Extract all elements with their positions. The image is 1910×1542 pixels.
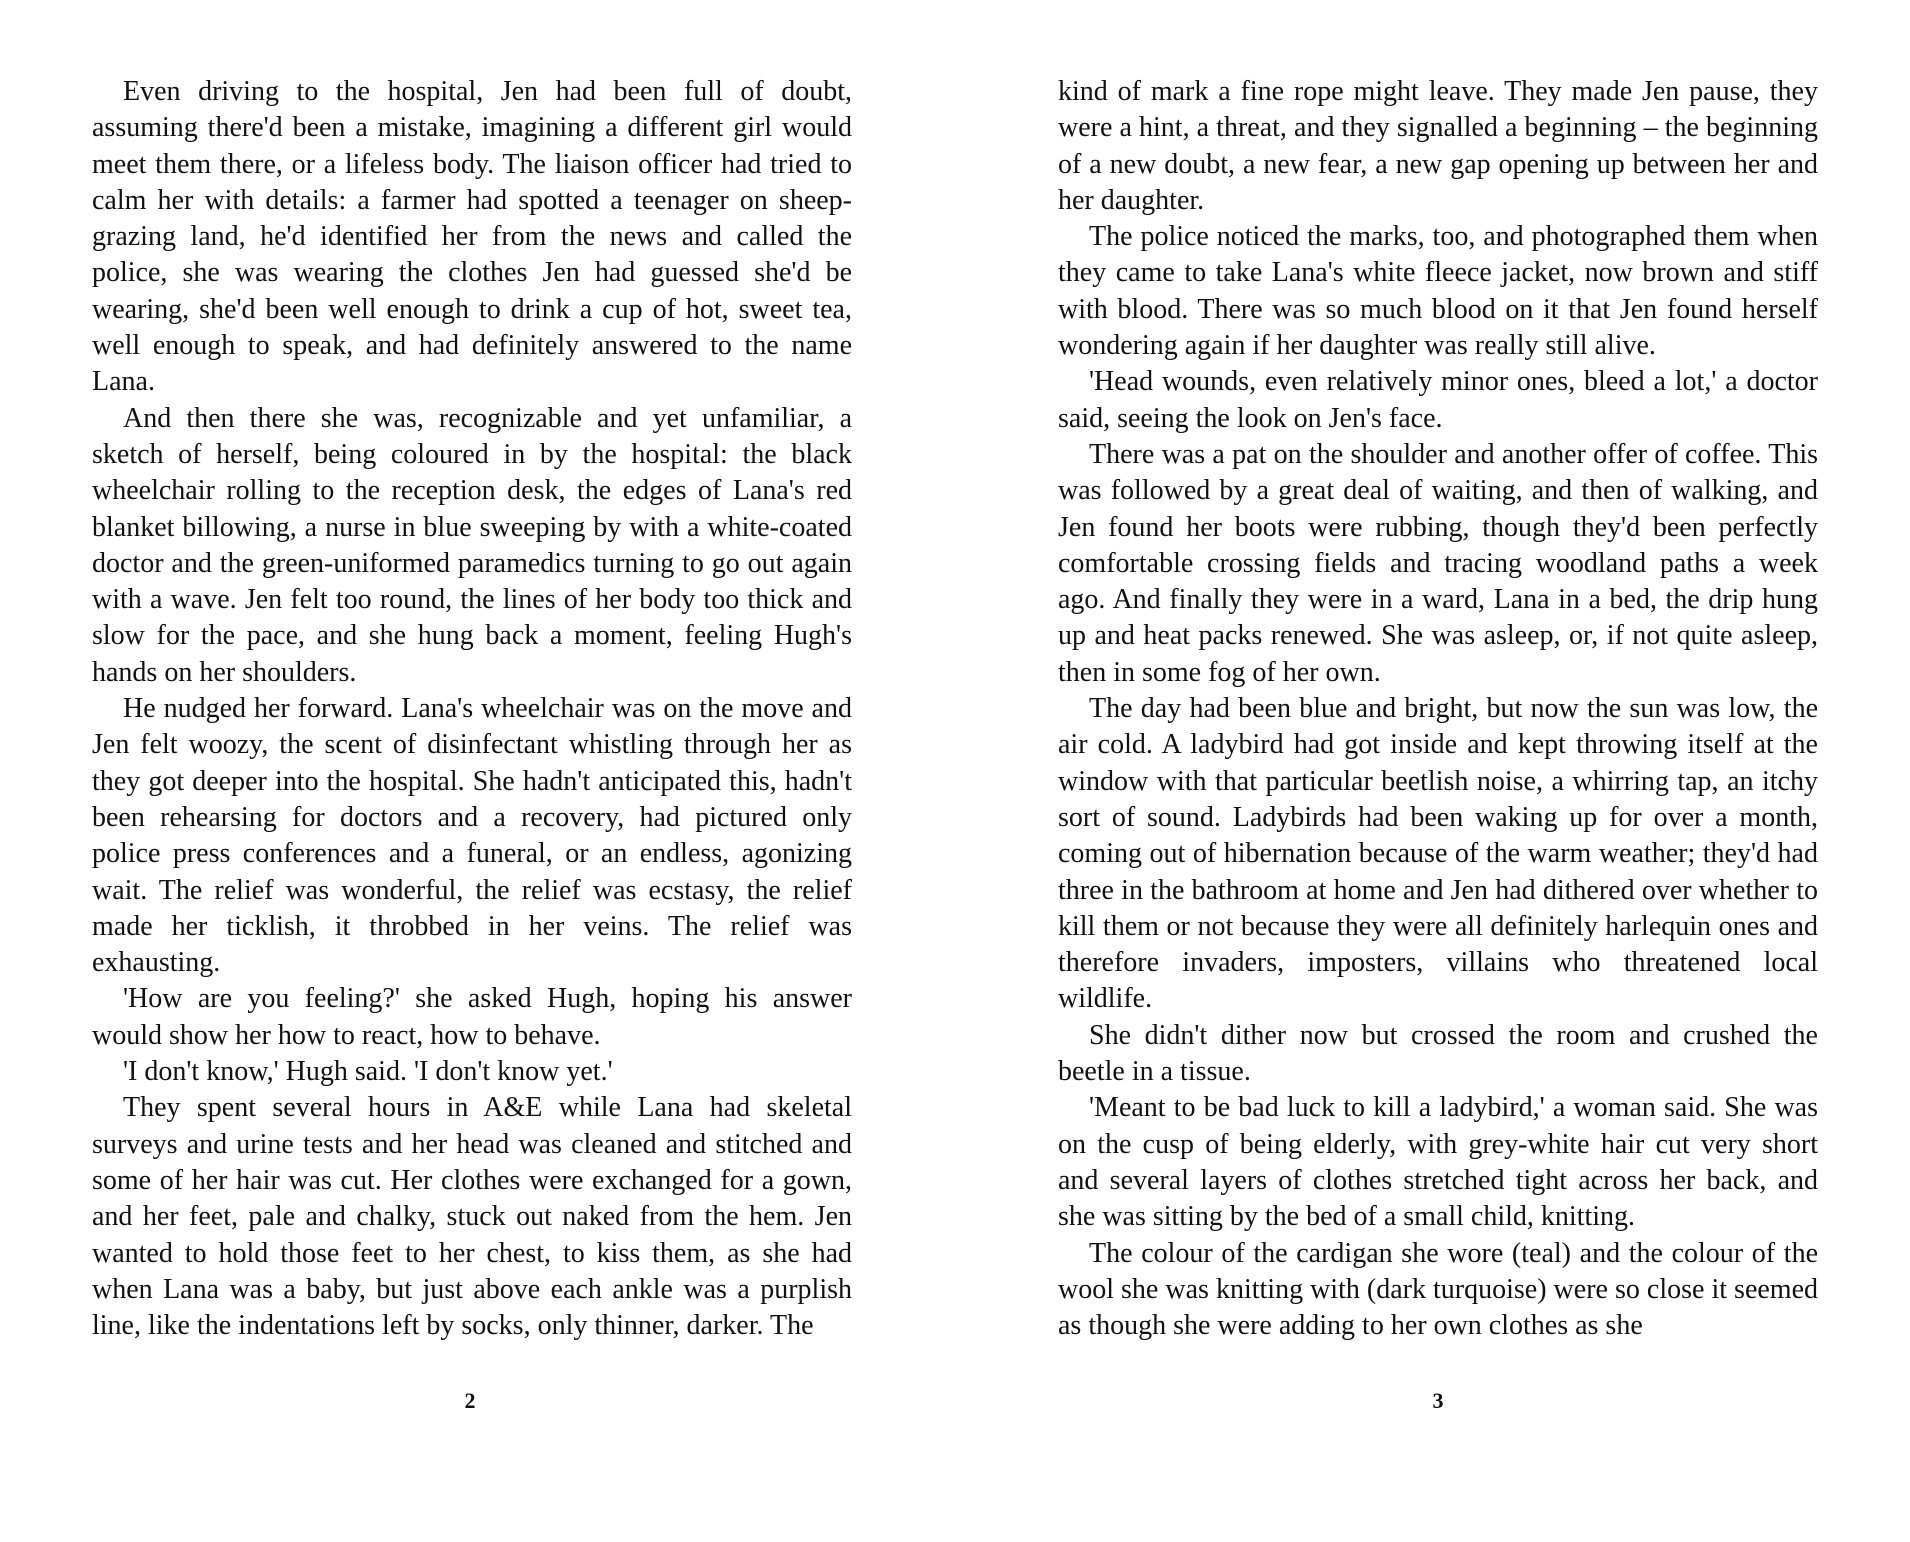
paragraph: The colour of the cardigan she wore (teal) and the colour of the wool she was knitting with (dark turquoise) were so close it seemed as though she were adding to her own clothes as she <box>1058 1237 1818 1342</box>
paragraph: He nudged her forward. Lana's wheelchair was on the move and Jen felt woozy, the scent of disinfectant whistling through her as they got deeper into the hospital. She hadn't anticipated this, hadn't been rehearsing for doctors and a recovery, had pictured only police press conferences and a funeral, or an endless, agonizing wait. The relief was wonderful, the relief was ecstasy, the relief made her ticklish, it throbbed in her veins. The relief was exhausting. <box>92 693 852 979</box>
paragraph: 'How are you feeling?' she asked Hugh, hoping his answer would show her how to react, how to behave. <box>92 983 852 1051</box>
paragraph: 'Meant to be bad luck to kill a ladybird,' a woman said. She was on the cusp of being elderly, with grey-white hair cut very short and several layers of clothes stretched tight across her back, and she was sitting by the bed of a small child, knitting. <box>1058 1092 1818 1233</box>
paragraph: They spent several hours in A&E while Lana had skeletal surveys and urine tests and her head was cleaned and stitched and some of her hair was cut. Her clothes were exchanged for a gown, and her feet, pale and chalky, stuck out naked from the hem. Jen wanted to hold those feet to her chest, to kiss them, as she had when Lana was a baby, but just above each ankle was a purplish line, like the indentations left by socks, only thinner, darker. The <box>92 1092 852 1342</box>
paragraph: The day had been blue and bright, but now the sun was low, the air cold. A ladybird had got inside and kept throwing itself at the window with that particular beetlish noise, a whirring tap, an itchy sort of sound. Ladybirds had been waking up for over a month, coming out of hibernation because of the warm weather; they'd had three in the bathroom at home and Jen had dithered over whether to kill them or not because they were all definitely harlequin ones and therefore invaders, imposters, villains who threatened local wildlife. <box>1058 693 1818 1015</box>
page-number: 3 <box>1432 1388 1444 1413</box>
right-page <box>1058 74 1818 1344</box>
page-number: 2 <box>464 1388 476 1413</box>
paragraph: She didn't dither now but crossed the room and crushed the beetle in a tissue. <box>1058 1019 1818 1088</box>
paragraph: And then there she was, recognizable and yet unfamiliar, a sketch of herself, being coloured in by the hospital: the black wheelchair rolling to the reception desk, the edges of Lana's red blanket billowing, a nurse in blue sweeping by with a white-coated doctor and the green-uniformed paramedics turning to go out again with a wave. Jen felt too round, the lines of her body too thick and slow for the pace, and she hung back a moment, feeling Hugh's hands on her shoulders. <box>92 402 852 688</box>
left-page <box>92 74 852 1344</box>
paragraph: Even driving to the hospital, Jen had been full of doubt, assuming there'd been a mistake, imagining a different girl would meet them there, or a lifeless body. The liaison officer had tried to calm her with details: a farmer had spotted a teenager on sheep-grazing land, he'd identified her from the news and called the police, she was wearing the clothes Jen had guessed she'd be wearing, she'd been well enough to drink a cup of hot, sweet tea, well enough to speak, and had definitely answered to the name Lana. <box>92 76 852 398</box>
paragraph: 'I don't know,' Hugh said. 'I don't know yet.' <box>123 1056 613 1088</box>
paragraph: 'Head wounds, even relatively minor ones, bleed a lot,' a doctor said, seeing the look on Jen's face. <box>1058 366 1818 434</box>
paragraph: The police noticed the marks, too, and photographed them when they came to take Lana's white fleece jacket, now brown and stiff with blood. There was so much blood on it that Jen found herself wondering again if her daughter was really still alive. <box>1058 221 1818 362</box>
paragraph: kind of mark a fine rope might leave. They made Jen pause, they were a hint, a threat, and they signalled a beginning – the beginning of a new doubt, a new fear, a new gap opening up between her and her daughter. <box>1058 76 1818 216</box>
paragraph: There was a pat on the shoulder and another offer of coffee. This was followed by a great deal of waiting, and then of walking, and Jen found her boots were rubbing, though they'd been perfectly comfortable crossing fields and tracing woodland paths a week ago. And finally they were in a ward, Lana in a bed, the drip hung up and heat packs renewed. She was asleep, or, if not quite asleep, then in some fog of her own. <box>1058 438 1818 688</box>
